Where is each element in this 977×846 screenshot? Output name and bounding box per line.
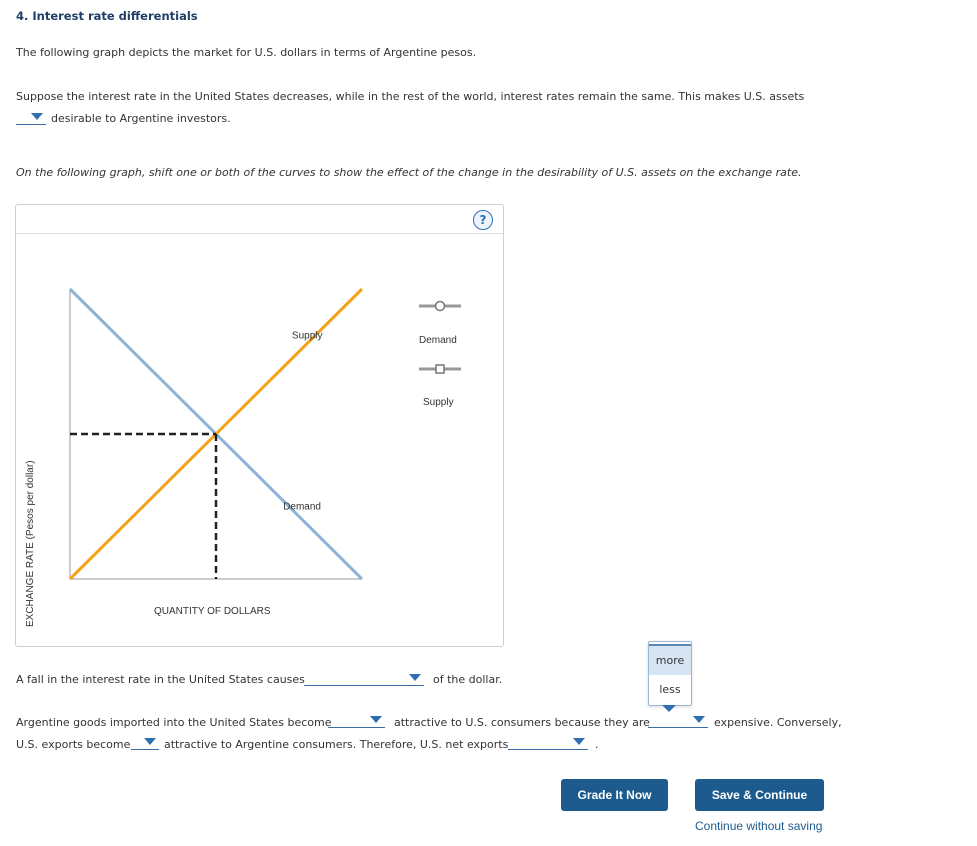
- argentine-prefix: Argentine goods imported into the United States become: [16, 716, 332, 729]
- chevron-down-icon: [31, 113, 43, 120]
- popup-pointer-icon: [662, 705, 676, 712]
- chevron-down-icon: [144, 738, 156, 745]
- help-icon[interactable]: ?: [473, 210, 493, 230]
- supply-curve-label: Supply: [291, 330, 323, 342]
- legend-supply-tool[interactable]: [419, 365, 461, 408]
- popup-option-less[interactable]: less: [659, 683, 681, 696]
- fall-effect-dropdown[interactable]: [304, 671, 424, 686]
- fall-suffix: of the dollar.: [433, 673, 503, 686]
- instruction-text: On the following graph, shift one or both of the curves to show the effect of the change in the desirability of U.S. assets on the exchange rate.: [16, 166, 802, 179]
- legend-demand-tool[interactable]: [419, 302, 461, 347]
- graph-panel: [15, 204, 504, 647]
- us-exports-suffix: .: [595, 738, 599, 751]
- supply-square-icon: [436, 365, 444, 373]
- net-exports-dropdown[interactable]: [508, 735, 588, 750]
- legend-supply-label: Supply: [423, 397, 454, 408]
- x-axis-label: QUANTITY OF DOLLARS: [154, 606, 271, 617]
- graph-canvas: [16, 205, 503, 646]
- chevron-down-icon: [573, 738, 585, 745]
- desirability-dropdown[interactable]: [16, 110, 46, 125]
- demand-circle-icon: [436, 302, 445, 311]
- grade-it-now-button[interactable]: Grade It Now: [561, 779, 668, 811]
- expensive-dropdown[interactable]: [648, 713, 708, 728]
- us-exports-dropdown[interactable]: [131, 735, 159, 750]
- save-continue-button[interactable]: Save & Continue: [695, 779, 824, 811]
- argentine-suffix: expensive. Conversely,: [714, 716, 842, 729]
- fall-prefix: A fall in the interest rate in the United States causes: [16, 673, 305, 686]
- desirable-suffix: desirable to Argentine investors.: [51, 112, 231, 125]
- demand-curve-label: Demand: [283, 501, 321, 513]
- us-exports-mid: attractive to Argentine consumers. Therefore, U.S. net exports: [164, 738, 509, 751]
- chart-layer: [70, 289, 362, 579]
- chevron-down-icon: [693, 716, 705, 723]
- argentine-attractive-dropdown[interactable]: [328, 713, 385, 728]
- y-axis-label: EXCHANGE RATE (Pesos per dollar): [25, 460, 36, 627]
- suppose-text: Suppose the interest rate in the United States decreases, while in the rest of the world, interest rates remain the same. This makes U.S. assets: [16, 90, 805, 103]
- question-title: 4. Interest rate differentials: [16, 9, 198, 23]
- dropdown-popup: [648, 641, 692, 706]
- legend-demand-label: Demand: [419, 335, 457, 346]
- popup-option-more[interactable]: more: [649, 644, 691, 675]
- intro-text: The following graph depicts the market for U.S. dollars in terms of Argentine pesos.: [16, 46, 477, 59]
- chevron-down-icon: [370, 716, 382, 723]
- continue-without-saving-link[interactable]: Continue without saving: [695, 819, 823, 833]
- chevron-down-icon: [409, 674, 421, 681]
- us-exports-prefix: U.S. exports become: [16, 738, 131, 751]
- argentine-mid: attractive to U.S. consumers because they are: [394, 716, 650, 729]
